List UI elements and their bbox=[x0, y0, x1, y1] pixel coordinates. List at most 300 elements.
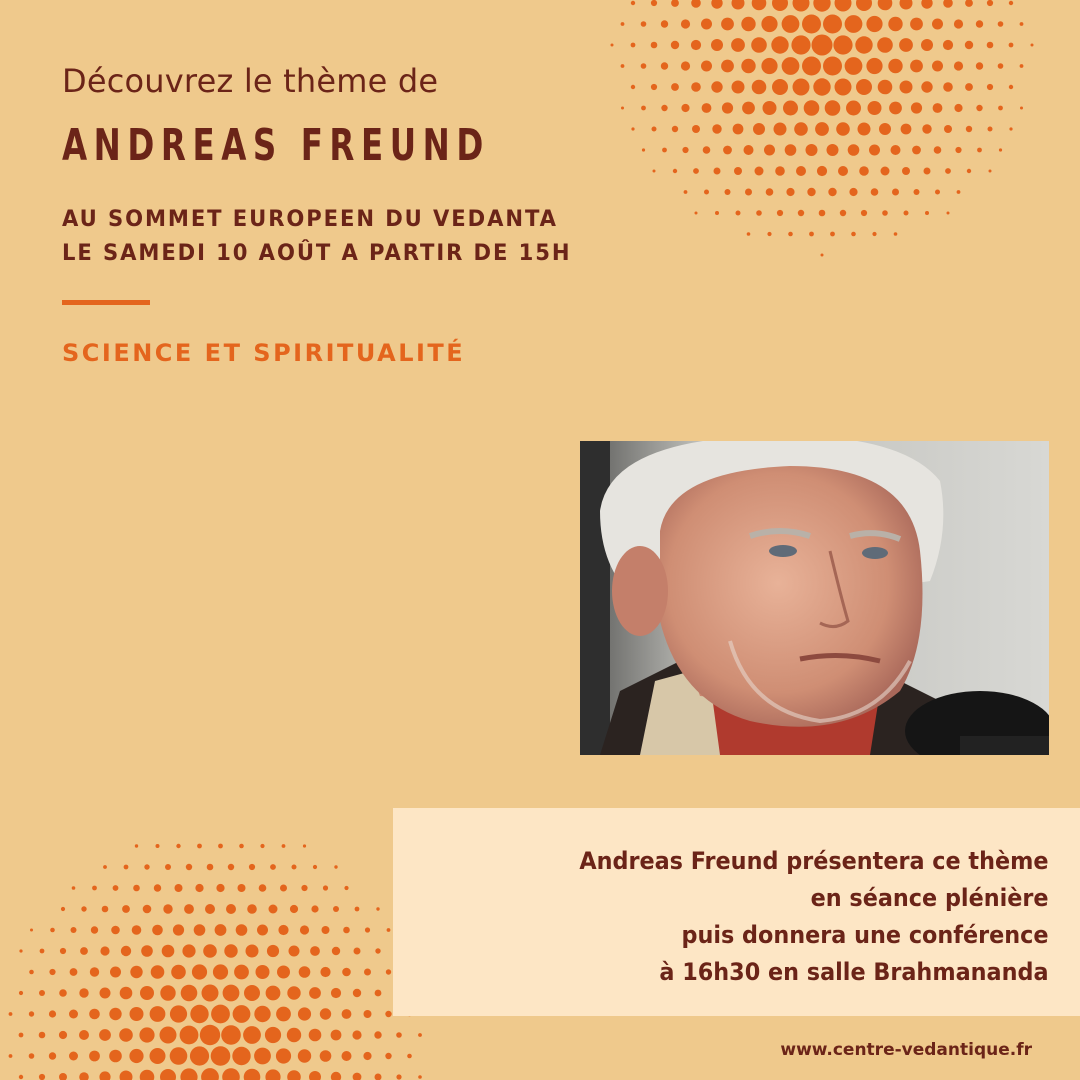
halftone-dot bbox=[851, 232, 856, 237]
halftone-dot bbox=[91, 926, 98, 933]
halftone-dot bbox=[777, 210, 783, 216]
halftone-dot bbox=[175, 884, 183, 892]
halftone-dot bbox=[140, 986, 154, 1000]
halftone-dot bbox=[71, 927, 77, 933]
halftone-dot bbox=[904, 211, 909, 216]
halftone-dot bbox=[838, 166, 848, 176]
halftone-dot bbox=[891, 145, 901, 155]
halftone-dot bbox=[223, 985, 240, 1002]
halftone-dot bbox=[866, 58, 882, 74]
halftone-dot bbox=[804, 100, 820, 116]
halftone-dot bbox=[702, 103, 712, 113]
halftone-dot bbox=[672, 126, 678, 132]
halftone-dot bbox=[139, 1027, 154, 1042]
halftone-dot bbox=[298, 1007, 311, 1020]
halftone-dot bbox=[682, 147, 688, 153]
halftone-dot bbox=[866, 16, 882, 32]
halftone-dot bbox=[100, 946, 109, 955]
halftone-dot bbox=[641, 21, 647, 27]
halftone-dot bbox=[376, 907, 379, 910]
halftone-dot bbox=[745, 189, 752, 196]
halftone-dot bbox=[102, 906, 109, 913]
halftone-dot bbox=[30, 929, 33, 932]
info-line-1: Andreas Freund présentera ce thème bbox=[579, 847, 1049, 875]
halftone-dot bbox=[211, 1046, 231, 1066]
halftone-dot bbox=[998, 21, 1004, 27]
halftone-dot bbox=[278, 925, 288, 935]
halftone-dot bbox=[257, 925, 268, 936]
halftone-dot bbox=[135, 844, 138, 847]
halftone-dot bbox=[711, 0, 722, 9]
halftone-dot bbox=[721, 18, 734, 31]
halftone-dot bbox=[695, 212, 698, 215]
halftone-dot bbox=[642, 148, 645, 151]
halftone-dot bbox=[354, 948, 361, 955]
halftone-dot bbox=[747, 232, 751, 236]
halftone-dot bbox=[89, 1009, 100, 1020]
halftone-dot bbox=[725, 189, 731, 195]
halftone-dot bbox=[755, 167, 764, 176]
halftone-dot bbox=[889, 102, 902, 115]
halftone-dot bbox=[92, 886, 97, 891]
halftone-dot bbox=[989, 170, 992, 173]
halftone-dot bbox=[233, 1005, 251, 1023]
halftone-dot bbox=[902, 167, 910, 175]
halftone-dot bbox=[301, 885, 307, 891]
halftone-dot bbox=[943, 82, 953, 92]
halftone-dot bbox=[772, 0, 788, 11]
halftone-dot bbox=[767, 232, 771, 236]
halftone-dot bbox=[9, 1054, 13, 1058]
halftone-dot bbox=[292, 865, 297, 870]
event-line-2: LE SAMEDI 10 AOÛT A PARTIR DE 15H bbox=[62, 241, 572, 266]
halftone-dot bbox=[171, 965, 186, 980]
halftone-dot bbox=[120, 987, 133, 1000]
halftone-dot bbox=[60, 948, 66, 954]
halftone-dot bbox=[1031, 44, 1034, 47]
halftone-dot bbox=[236, 924, 248, 936]
halftone-dot bbox=[988, 127, 993, 132]
halftone-dot bbox=[611, 44, 614, 47]
halftone-dot bbox=[81, 906, 86, 911]
halftone-dot bbox=[303, 844, 306, 847]
halftone-dot bbox=[691, 0, 701, 8]
halftone-dot bbox=[761, 16, 777, 32]
halftone-dot bbox=[987, 84, 993, 90]
halftone-dot bbox=[894, 232, 898, 236]
halftone-dot bbox=[788, 232, 793, 237]
halftone-dot bbox=[72, 886, 76, 890]
halftone-dot bbox=[144, 864, 149, 869]
halftone-dot bbox=[798, 210, 804, 216]
halftone-dot bbox=[396, 1032, 402, 1038]
halftone-dot bbox=[856, 79, 872, 95]
halftone-dot bbox=[772, 79, 788, 95]
halftone-dot bbox=[234, 965, 249, 980]
halftone-dot bbox=[711, 39, 723, 51]
halftone-dot bbox=[796, 166, 806, 176]
halftone-dot bbox=[802, 15, 821, 34]
halftone-dot bbox=[244, 985, 260, 1001]
halftone-dot bbox=[331, 1030, 342, 1041]
halftone-dot bbox=[944, 125, 952, 133]
halftone-dot bbox=[806, 144, 818, 156]
halftone-dot bbox=[914, 189, 920, 195]
halftone-dot bbox=[684, 190, 688, 194]
halftone-dot bbox=[977, 148, 982, 153]
halftone-dot bbox=[129, 1049, 143, 1063]
halftone-dot bbox=[741, 17, 755, 31]
halftone-dot bbox=[19, 991, 23, 995]
halftone-dot bbox=[631, 85, 635, 89]
halftone-dot bbox=[287, 1070, 301, 1080]
halftone-dot bbox=[176, 844, 180, 848]
halftone-dot bbox=[899, 38, 913, 52]
halftone-dot bbox=[987, 42, 994, 49]
halftone-dot bbox=[228, 864, 234, 870]
halftone-dot bbox=[249, 864, 255, 870]
halftone-dot bbox=[1009, 127, 1012, 130]
halftone-dot bbox=[921, 81, 932, 92]
halftone-dot bbox=[243, 1026, 261, 1044]
halftone-dot bbox=[1020, 22, 1024, 26]
halftone-dot bbox=[701, 19, 712, 30]
halftone-dot bbox=[859, 166, 869, 176]
halftone-dot bbox=[967, 169, 971, 173]
halftone-dot bbox=[910, 18, 923, 31]
halftone-dot bbox=[290, 905, 298, 913]
halftone-dot bbox=[375, 990, 382, 997]
halftone-dot bbox=[815, 122, 829, 136]
halftone-dot bbox=[363, 1052, 371, 1060]
halftone-dot bbox=[190, 1046, 209, 1065]
halftone-dot bbox=[29, 1053, 35, 1059]
halftone-dot bbox=[205, 904, 215, 914]
halftone-dot bbox=[869, 145, 880, 156]
halftone-dot bbox=[309, 987, 321, 999]
halftone-dot bbox=[355, 907, 360, 912]
halftone-dot bbox=[313, 865, 317, 869]
halftone-dot bbox=[945, 168, 951, 174]
halftone-dot bbox=[763, 101, 777, 115]
halftone-dot bbox=[364, 969, 371, 976]
halftone-dot bbox=[744, 145, 754, 155]
halftone-dot bbox=[247, 904, 257, 914]
halftone-dot bbox=[901, 124, 912, 135]
halftone-dot bbox=[736, 211, 741, 216]
halftone-dot bbox=[387, 928, 391, 932]
halftone-dot bbox=[374, 1031, 381, 1038]
halftone-dot bbox=[932, 61, 943, 72]
halftone-dot bbox=[202, 985, 219, 1002]
halftone-dot bbox=[782, 57, 800, 75]
halftone-dot bbox=[203, 944, 217, 958]
halftone-dot bbox=[154, 884, 161, 891]
halftone-dot bbox=[827, 144, 839, 156]
halftone-dot bbox=[871, 188, 879, 196]
halftone-dot bbox=[868, 101, 882, 115]
halftone-dot bbox=[966, 126, 972, 132]
halftone-dot bbox=[661, 105, 667, 111]
halftone-dot bbox=[878, 80, 893, 95]
halftone-dot bbox=[661, 62, 668, 69]
halftone-dot bbox=[722, 102, 733, 113]
halftone-dot bbox=[331, 988, 341, 998]
halftone-dot bbox=[49, 1010, 56, 1017]
halftone-dot bbox=[342, 1051, 352, 1061]
halftone-dot bbox=[877, 37, 893, 53]
halftone-dot bbox=[197, 844, 202, 849]
halftone-dot bbox=[276, 1007, 291, 1022]
halftone-dot bbox=[61, 907, 65, 911]
halftone-dot bbox=[817, 166, 827, 176]
halftone-dot bbox=[298, 1049, 311, 1062]
halftone-dot bbox=[287, 986, 300, 999]
halftone-dot bbox=[947, 212, 950, 215]
halftone-dot bbox=[195, 884, 203, 892]
halftone-dot bbox=[879, 123, 891, 135]
halftone-dot bbox=[775, 166, 785, 176]
halftone-dot bbox=[712, 124, 721, 133]
halftone-dot bbox=[703, 146, 711, 154]
halftone-dot bbox=[752, 80, 767, 95]
halftone-dot bbox=[900, 0, 913, 10]
halftone-dot bbox=[407, 1054, 412, 1059]
intro-text: Découvrez le thème de bbox=[62, 62, 439, 100]
halftone-dot bbox=[652, 127, 657, 132]
halftone-dot bbox=[99, 1029, 111, 1041]
halftone-dot bbox=[120, 1071, 133, 1080]
halftone-dot bbox=[751, 37, 767, 53]
halftone-dot bbox=[785, 144, 797, 156]
halftone-dot bbox=[165, 864, 171, 870]
halftone-dot bbox=[201, 1068, 219, 1080]
halftone-dot bbox=[693, 168, 699, 174]
halftone-dot bbox=[364, 1010, 372, 1018]
halftone-dot bbox=[764, 145, 775, 156]
halftone-dot bbox=[935, 190, 940, 195]
halftone-dot bbox=[774, 123, 787, 136]
halftone-dot bbox=[1020, 107, 1023, 110]
halftone-dot bbox=[924, 168, 931, 175]
halftone-dot bbox=[216, 884, 224, 892]
halftone-dot bbox=[282, 844, 286, 848]
halftone-dot bbox=[732, 0, 745, 10]
halftone-dot bbox=[70, 968, 78, 976]
halftone-dot bbox=[910, 60, 923, 73]
halftone-dot bbox=[260, 844, 264, 848]
halftone-dot bbox=[246, 945, 259, 958]
halftone-dot bbox=[651, 0, 657, 6]
halftone-dot bbox=[1009, 1, 1013, 5]
halftone-dot bbox=[723, 146, 732, 155]
halftone-dot bbox=[277, 966, 290, 979]
halftone-dot bbox=[925, 211, 929, 215]
halftone-dot bbox=[881, 167, 890, 176]
halftone-dot bbox=[855, 36, 872, 53]
halftone-dot bbox=[385, 1053, 391, 1059]
halftone-dot bbox=[819, 210, 826, 217]
halftone-dot bbox=[813, 78, 830, 95]
halftone-dot bbox=[653, 170, 656, 173]
halftone-dot bbox=[320, 1008, 331, 1019]
halftone-dot bbox=[733, 124, 744, 135]
halftone-dot bbox=[771, 36, 788, 53]
halftone-dot bbox=[309, 1071, 321, 1080]
halftone-dot bbox=[631, 127, 634, 130]
halftone-dot bbox=[213, 964, 228, 979]
halftone-dot bbox=[342, 1009, 352, 1019]
halftone-dot bbox=[954, 61, 963, 70]
halftone-dot bbox=[418, 1033, 422, 1037]
halftone-dot bbox=[888, 59, 902, 73]
halftone-dot bbox=[266, 986, 281, 1001]
halftone-dot bbox=[265, 1069, 280, 1080]
halftone-dot bbox=[320, 1050, 332, 1062]
halftone-dot bbox=[911, 102, 922, 113]
halftone-dot bbox=[691, 82, 701, 92]
halftone-dot bbox=[807, 188, 815, 196]
halftone-dot bbox=[812, 35, 833, 56]
halftone-dot bbox=[793, 0, 810, 12]
halftone-dot bbox=[933, 103, 943, 113]
halftone-dot bbox=[793, 79, 810, 96]
halftone-dot bbox=[132, 925, 142, 935]
halftone-dot bbox=[79, 1072, 89, 1080]
halftone-dot bbox=[59, 1073, 67, 1080]
halftone-dot bbox=[49, 969, 55, 975]
halftone-dot bbox=[791, 35, 810, 54]
halftone-dot bbox=[265, 1027, 281, 1043]
halftone-dot bbox=[151, 965, 165, 979]
accent-divider bbox=[62, 300, 150, 305]
halftone-dot bbox=[170, 1047, 188, 1065]
event-line-1: AU SOMMET EUROPEEN DU VEDANTA bbox=[62, 207, 558, 232]
halftone-dot bbox=[786, 188, 794, 196]
halftone-dot bbox=[823, 57, 842, 76]
halftone-dot bbox=[691, 40, 701, 50]
halftone-dot bbox=[955, 147, 961, 153]
halftone-dot bbox=[184, 904, 194, 914]
halftone-dot bbox=[182, 944, 195, 957]
halftone-dot bbox=[80, 947, 88, 955]
halftone-dot bbox=[19, 1033, 24, 1038]
halftone-dot bbox=[19, 949, 22, 952]
halftone-dot bbox=[109, 1008, 121, 1020]
halftone-dot bbox=[194, 924, 206, 936]
halftone-dot bbox=[331, 1072, 341, 1080]
halftone-dot bbox=[943, 0, 953, 8]
halftone-dot bbox=[289, 946, 300, 957]
halftone-dot bbox=[835, 0, 852, 12]
halftone-dot bbox=[809, 232, 814, 237]
halftone-dot bbox=[150, 1006, 166, 1022]
halftone-dot bbox=[40, 949, 45, 954]
halftone-dot bbox=[254, 1006, 270, 1022]
halftone-dot bbox=[752, 0, 767, 10]
halftone-dot bbox=[835, 79, 852, 96]
halftone-dot bbox=[954, 19, 963, 28]
halftone-dot bbox=[681, 104, 689, 112]
halftone-dot bbox=[782, 15, 800, 33]
halftone-dot bbox=[269, 905, 278, 914]
halftone-dot bbox=[848, 144, 860, 156]
halftone-dot bbox=[965, 0, 973, 7]
halftone-dot bbox=[878, 0, 893, 10]
halftone-dot bbox=[856, 0, 872, 11]
halftone-dot bbox=[673, 169, 677, 173]
halftone-dot bbox=[641, 106, 646, 111]
website-link[interactable]: www.centre-vedantique.fr bbox=[780, 1040, 1032, 1060]
halftone-dot bbox=[150, 1048, 166, 1064]
halftone-dot bbox=[130, 1007, 144, 1021]
halftone-dot bbox=[998, 63, 1004, 69]
info-box bbox=[393, 808, 1080, 1016]
halftone-dot bbox=[671, 41, 679, 49]
halftone-dot bbox=[122, 905, 130, 913]
halftone-dot bbox=[621, 107, 624, 110]
halftone-dot bbox=[244, 1069, 261, 1080]
halftone-dot bbox=[309, 1029, 322, 1042]
halftone-dot bbox=[173, 924, 184, 935]
halftone-dot bbox=[742, 102, 755, 115]
halftone-dot bbox=[396, 1074, 401, 1079]
info-line-2: en séance plénière bbox=[811, 884, 1049, 912]
halftone-dot bbox=[840, 210, 846, 216]
halftone-dot bbox=[845, 15, 863, 33]
halftone-dot bbox=[872, 232, 876, 236]
halftone-dot bbox=[714, 168, 721, 175]
halftone-dot bbox=[180, 1068, 197, 1080]
halftone-dot bbox=[333, 906, 339, 912]
halftone-dot bbox=[111, 926, 120, 935]
info-line-3: puis donnera une conférence bbox=[681, 921, 1049, 949]
halftone-dot bbox=[310, 946, 320, 956]
halftone-dot bbox=[957, 190, 961, 194]
halftone-dot bbox=[103, 865, 107, 869]
halftone-dot bbox=[344, 886, 348, 890]
halftone-dot bbox=[99, 1071, 110, 1080]
halftone-dot bbox=[365, 927, 370, 932]
halftone-dot bbox=[109, 1050, 122, 1063]
halftone-dot bbox=[671, 0, 679, 7]
halftone-dot bbox=[192, 964, 207, 979]
halftone-dot bbox=[221, 1025, 241, 1045]
halftone-dot bbox=[39, 1074, 45, 1080]
halftone-dot bbox=[976, 20, 983, 27]
speaker-name: ANDREAS FREUND bbox=[62, 120, 490, 171]
halftone-dot bbox=[823, 15, 842, 34]
halftone-dot bbox=[124, 865, 129, 870]
halftone-dot bbox=[932, 19, 943, 30]
halftone-dot bbox=[888, 17, 902, 31]
halftone-dot bbox=[79, 1030, 89, 1040]
halftone-dot bbox=[846, 101, 861, 116]
halftone-dot bbox=[300, 925, 309, 934]
halftone-dot bbox=[921, 0, 932, 9]
halftone-dot bbox=[287, 1028, 301, 1042]
halftone-dot bbox=[921, 39, 933, 51]
halftone-dot bbox=[794, 122, 808, 136]
halftone-dot bbox=[186, 864, 192, 870]
halftone-dot bbox=[662, 148, 667, 153]
halftone-dot bbox=[276, 1048, 291, 1063]
halftone-dot bbox=[143, 905, 152, 914]
halftone-dot bbox=[802, 57, 821, 76]
halftone-dot bbox=[813, 0, 830, 12]
halftone-dot bbox=[861, 210, 867, 216]
halftone-dot bbox=[238, 884, 246, 892]
